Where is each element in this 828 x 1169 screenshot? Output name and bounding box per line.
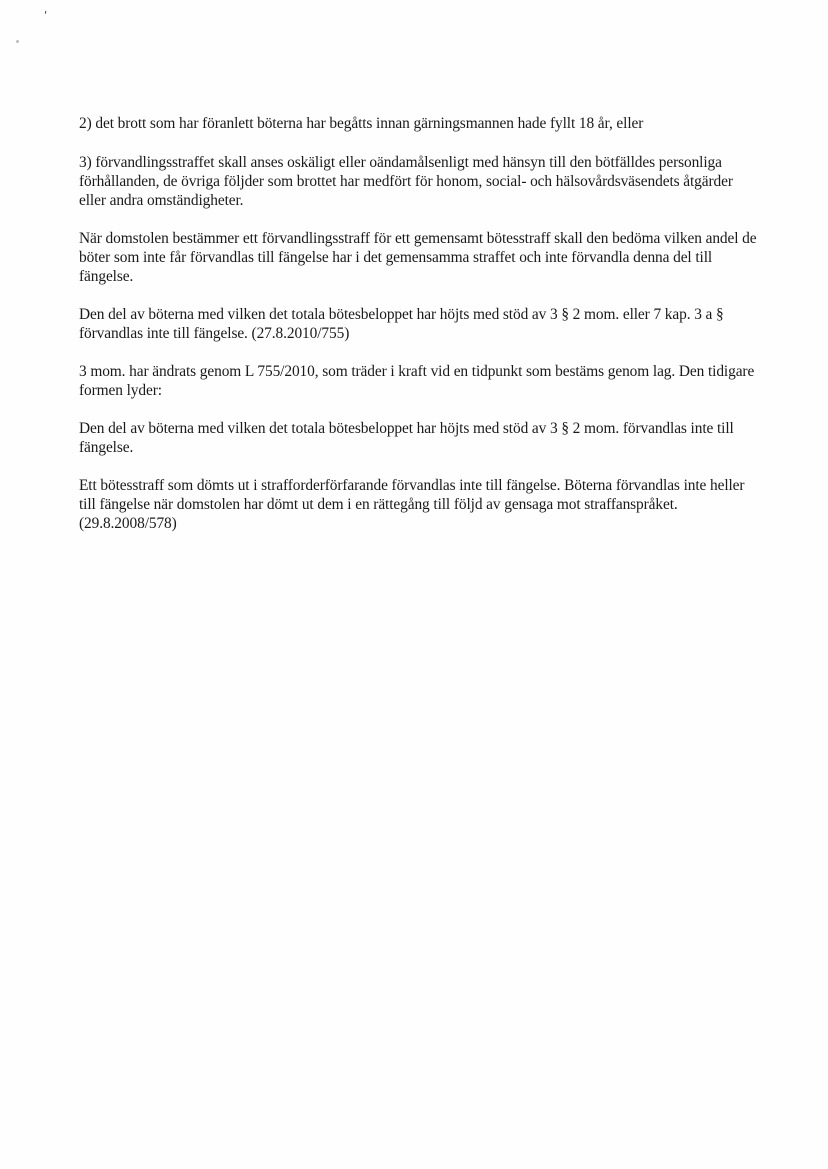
paragraph-summary-penalty: Ett bötesstraff som dömts ut i strafforderförfarande förvandlas inte till fängelse. Böterna förvandlas inte heller till fängelse när domstolen har dömt ut dem i en rättegång till följd av gensaga mot straffanspråket. (29.8.2008/578) bbox=[79, 477, 745, 532]
paragraph-joint-fine: När domstolen bestämmer ett förvandlingsstraff för ett gemensamt bötesstraff skall den bedöma vilken andel de böter som inte får förvandlas till fängelse har i det gemensamma straffet och inte förvandla denna del till fängelse. bbox=[79, 230, 757, 285]
paragraph-raised-amount: Den del av böterna med vilken det totala bötesbeloppet har höjts med stöd av 3 § 2 mom. eller 7 kap. 3 a § förvandlas inte till fängelse. (27.8.2010/755) bbox=[79, 306, 724, 342]
scan-speck bbox=[16, 40, 19, 43]
paragraph-previous-form: Den del av böterna med vilken det totala bötesbeloppet har höjts med stöd av 3 § 2 mom. förvandlas inte till fängelse. bbox=[79, 420, 734, 456]
scan-mark: ' bbox=[42, 7, 48, 23]
paragraph-item-3: 3) förvandlingsstraffet skall anses oskäligt eller oändamålsenligt med hänsyn till den bötfälldes personliga förhållanden, de övriga följder som brottet har medfört för honom, social- och hälsovårdsväsendets åtgärder eller andra omständigheter. bbox=[79, 154, 733, 209]
document-body bbox=[79, 114, 759, 552]
paragraph-item-2: 2) det brott som har föranlett böterna har begåtts innan gärningsmannen hade fyllt 18 år, eller bbox=[79, 115, 644, 132]
paragraph-amendment-note: 3 mom. har ändrats genom L 755/2010, som träder i kraft vid en tidpunkt som bestäms genom lag. Den tidigare formen lyder: bbox=[79, 363, 755, 399]
